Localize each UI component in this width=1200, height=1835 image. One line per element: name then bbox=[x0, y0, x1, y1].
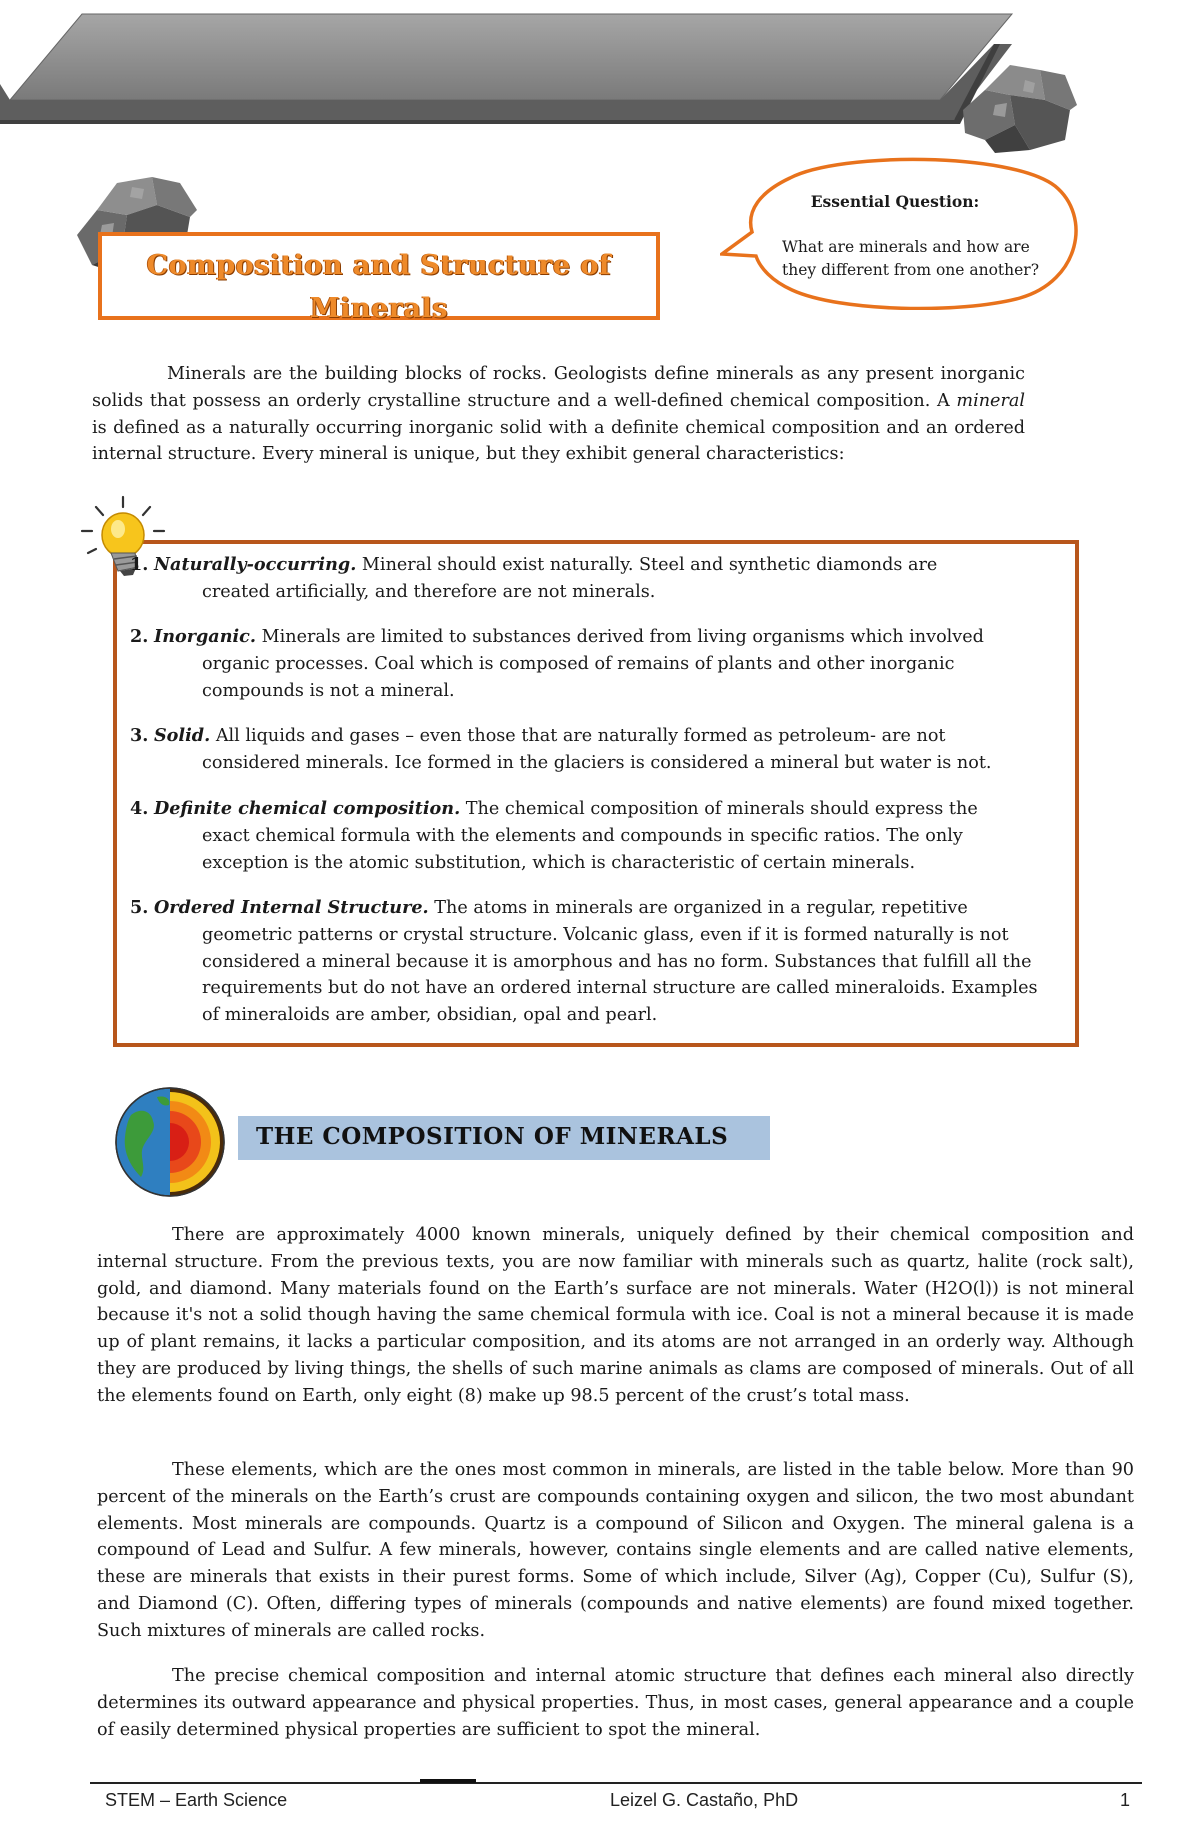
essential-question-heading: Essential Question: bbox=[810, 192, 980, 211]
section-heading-bar bbox=[238, 1116, 770, 1160]
footer-page-number: 1 bbox=[1120, 1790, 1131, 1810]
footer-divider bbox=[90, 1782, 1142, 1784]
title-box bbox=[98, 232, 660, 324]
essential-question-text: What are minerals and how are they different from one another? bbox=[782, 238, 1040, 279]
speech-bubble bbox=[720, 156, 1080, 310]
characteristic-item: 2. Inorganic. Minerals are limited to substances derived from living organisms which involved organic processes. Coal which is composed of remains of plants and other inorganic compounds is not a mineral. bbox=[130, 626, 984, 701]
body-paragraph: These elements, which are the ones most common in minerals, are listed in the table below. More than 90 percent of the minerals on the Earth’s crust are compounds containing oxygen and silicon, the two most abundant elements. Most minerals are compounds. Quartz is a compound of Silicon and Oxygen. The mineral galena is a compound of Lead and Sulfur. A few minerals, however, contains single elements and are called native elements, these are minerals that exists in their purest forms. Some of which include, Silver (Ag), Copper (Cu), Sulfur (S), and Diamond (C). Often, differing types of minerals (compounds and native elements) are found mixed together. Such mixtures of minerals are called rocks. bbox=[97, 1460, 1134, 1641]
rock-pile-icon bbox=[955, 55, 1080, 155]
page-title: Composition and Structure of Minerals bbox=[146, 250, 612, 324]
intro-paragraph: Minerals are the building blocks of rocks. Geologists define minerals as any present inorganic solids that possess an orderly crystalline structure and a well-defined chemical composition. A mineral is defined as a naturally occurring inorganic solid with a definite chemical composition and an ordered internal structure. Every mineral is unique, but they exhibit general characteristics: bbox=[92, 364, 1025, 465]
body-paragraph: There are approximately 4000 known minerals, uniquely defined by their chemical composition and internal structure. From the previous texts, you are now familiar with minerals such as quartz, halite (rock salt), gold, and diamond. Many materials found on the Earth’s surface are not minerals. Water (H2O(l)) is not mineral because it's not a solid though having the same chemical formula with ice. Coal is not a mineral because it is made up of plant remains, it lacks a particular composition, and its atoms are not arranged in an orderly way. Although they are produced by living things, the shells of such marine animals as clams are composed of minerals. Out of all the elements found on Earth, only eight (8) make up 98.5 percent of the crust’s total mass. bbox=[97, 1225, 1134, 1406]
characteristic-item: 4. Definite chemical composition. The chemical composition of minerals should express the exact chemical formula with the elements and compounds in specific ratios. The only exception is the atomic substitution, which is characteristic of certain minerals. bbox=[130, 798, 978, 873]
characteristic-item: 1. Naturally-occurring. Mineral should exist naturally. Steel and synthetic diamonds are created artificially, and therefore are not minerals. bbox=[130, 554, 938, 602]
characteristic-item: 5. Ordered Internal Structure. The atoms in minerals are organized in a regular, repetitive geometric patterns or crystal structure. Volcanic glass, even if it is formed naturally is not considered a mineral because it is amorphous and has no form. Substances that fulfill all the requirements but do not have an ordered internal structure are called mineraloids. Examples of mineraloids are amber, obsidian, opal and pearl. bbox=[130, 897, 1038, 1026]
section-title: THE COMPOSITION OF MINERALS bbox=[256, 1123, 729, 1150]
characteristic-item: 3. Solid. All liquids and gases – even those that are naturally formed as petroleum- are not considered minerals. Ice formed in the glaciers is considered a mineral but water is not. bbox=[130, 725, 992, 773]
footer-divider-accent bbox=[420, 1779, 476, 1783]
earth-layers-icon bbox=[113, 1085, 228, 1200]
body-paragraph: The precise chemical composition and internal atomic structure that defines each mineral also directly determines its outward appearance and physical properties. Thus, in most cases, general appearance and a couple of easily determined physical properties are sufficient to spot the mineral. bbox=[97, 1666, 1134, 1740]
footer-course: STEM – Earth Science bbox=[105, 1790, 288, 1810]
footer-author: Leizel G. Castaño, PhD bbox=[610, 1790, 799, 1810]
